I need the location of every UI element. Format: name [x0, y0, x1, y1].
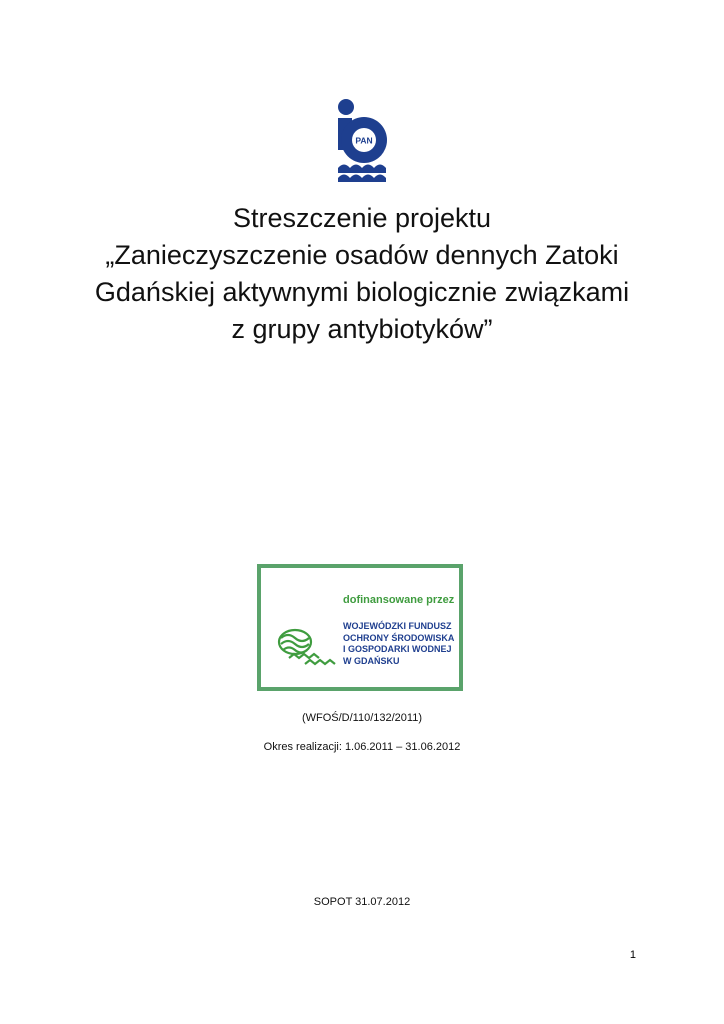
funding-name-line-1: WOJEWÓDZKI FUNDUSZ [343, 621, 452, 631]
place-date: SOPOT 31.07.2012 [313, 896, 411, 908]
funding-name-line-4: W GDAŃSKU [343, 655, 400, 666]
project-code: (WFOŚ/D/110/132/2011) [301, 712, 423, 724]
wfosigw-logo [275, 626, 337, 668]
title-line-3: Gdańskiej aktywnymi biologicznie związkami [94, 277, 630, 307]
page-number: 1 [629, 949, 636, 961]
title-line-1: Streszczenie projektu [232, 203, 492, 233]
funding-name-line-3: I GOSPODARKI WODNEJ [343, 644, 452, 654]
realization-period: Okres realizacji: 1.06.2011 – 31.06.2012 [263, 741, 461, 753]
logo-text: PAN [355, 135, 373, 146]
funding-name-line-2: OCHRONY ŚRODOWISKA [343, 632, 455, 643]
document-title [40, 200, 684, 348]
funding-name [343, 621, 454, 667]
iopan-logo [336, 98, 392, 182]
title-line-2: „Zanieczyszczenie osadów dennych Zatoki [105, 240, 619, 270]
funding-box [257, 564, 463, 691]
funding-label: dofinansowane przez [343, 594, 455, 606]
title-line-4: z grupy antybiotyków” [231, 314, 493, 344]
